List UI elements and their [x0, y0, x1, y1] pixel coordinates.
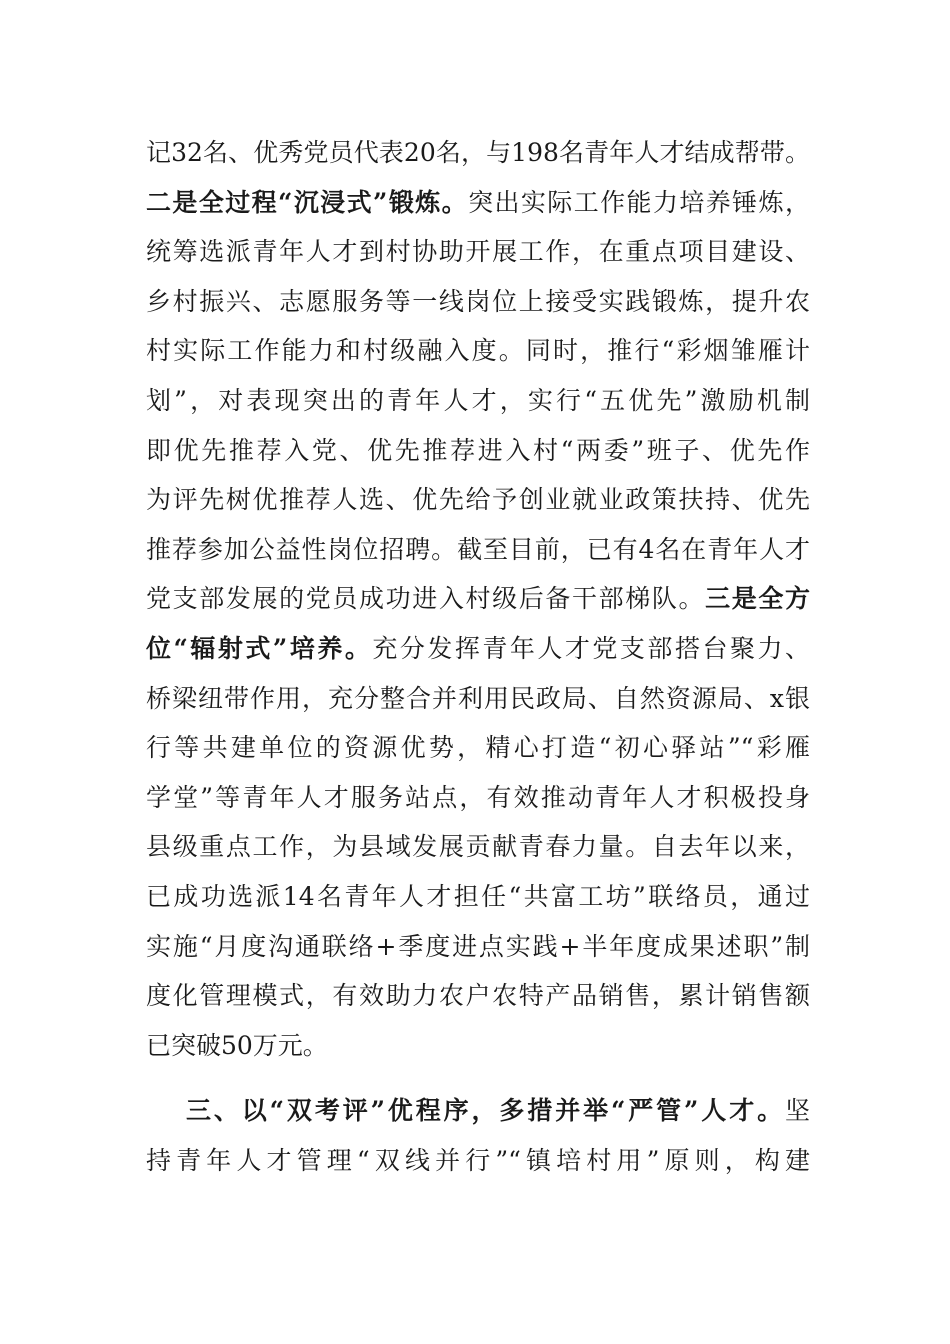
line-text: 学堂”等青年人才服务站点，有效推动青年人才积极投身	[146, 782, 810, 812]
text-line-10	[146, 574, 810, 624]
section-3-heading: 三、以“双考评”优程序，多措并举“严管”人才。	[186, 1096, 785, 1126]
line-text: 度化管理模式，有效助力农户农特产品销售，累计销售额	[146, 981, 810, 1011]
line-text: 推荐参加公益性岗位招聘。截至目前，已有4名在青年人才	[146, 534, 810, 564]
line-text: 充分发挥青年人才党支部搭台聚力、	[372, 633, 810, 663]
text-line-5	[146, 326, 810, 376]
text-line-12	[146, 674, 810, 724]
line-text: 乡村振兴、志愿服务等一线岗位上接受实践锻炼，提升农	[146, 286, 810, 316]
text-line-7	[146, 426, 810, 476]
subheading-immersive-training: 二是全过程“沉浸式”锻炼。	[146, 187, 469, 217]
line-text: 实施“月度沟通联络+季度进点实践+半年度成果述职”制	[146, 931, 810, 961]
paragraph-gap	[146, 1070, 810, 1086]
section-3-paragraph	[146, 1086, 810, 1185]
line-text: 突出实际工作能力培养锤炼，	[468, 187, 810, 217]
text-line-19	[146, 1021, 810, 1071]
line-text: 记32名、优秀党员代表20名，与198名青年人才结成帮带。	[146, 138, 810, 167]
line-text: 县级重点工作，为县域发展贡献青春力量。自去年以来，	[146, 832, 810, 862]
text-line-15	[146, 822, 810, 872]
line-text: 行等共建单位的资源优势，精心打造“初心驿站”“彩雁	[146, 733, 810, 763]
line-text: 党支部发展的党员成功进入村级后备干部梯队。	[146, 584, 706, 614]
text-line-18	[146, 971, 810, 1021]
text-line-17	[146, 922, 810, 972]
text-line-3	[146, 227, 810, 277]
line-text: 持青年人才管理“双线并行”“镇培村用”原则，构建	[146, 1145, 810, 1175]
line-text: 坚	[784, 1096, 810, 1126]
line-text: 桥梁纽带作用，充分整合并利用民政局、自然资源局、x银	[146, 683, 810, 713]
subheading-radiating-cultivation-cont: 位“辐射式”培养。	[146, 633, 373, 663]
text-line-6	[146, 376, 810, 426]
paragraph-2-continuation	[146, 128, 810, 1070]
line-text: 村实际工作能力和村级融入度。同时，推行“彩烟雏雁计	[146, 336, 810, 366]
line-text: 已突破50万元。	[146, 1030, 328, 1060]
text-line-2	[146, 178, 810, 228]
subheading-radiating-cultivation: 三是全方	[705, 584, 810, 614]
section-3-line-2	[146, 1136, 810, 1186]
line-text: 为评先树优推荐人选、优先给予创业就业政策扶持、优先	[146, 485, 810, 515]
line-text: 即优先推荐入党、优先推荐进入村“两委”班子、优先作	[146, 435, 810, 465]
text-line-13	[146, 723, 810, 773]
text-line-9	[146, 525, 810, 575]
text-line-1	[146, 128, 810, 178]
line-text: 已成功选派14名青年人才担任“共富工坊”联络员，通过	[146, 881, 810, 911]
text-line-16	[146, 872, 810, 922]
text-line-8	[146, 475, 810, 525]
text-line-14	[146, 773, 810, 823]
document-body	[146, 128, 810, 1185]
text-line-4	[146, 277, 810, 327]
line-text: 统筹选派青年人才到村协助开展工作，在重点项目建设、	[146, 237, 810, 267]
text-line-11	[146, 624, 810, 674]
line-text: 划”，对表现突出的青年人才，实行“五优先”激励机制	[146, 385, 810, 415]
section-3-heading-line	[146, 1086, 810, 1136]
